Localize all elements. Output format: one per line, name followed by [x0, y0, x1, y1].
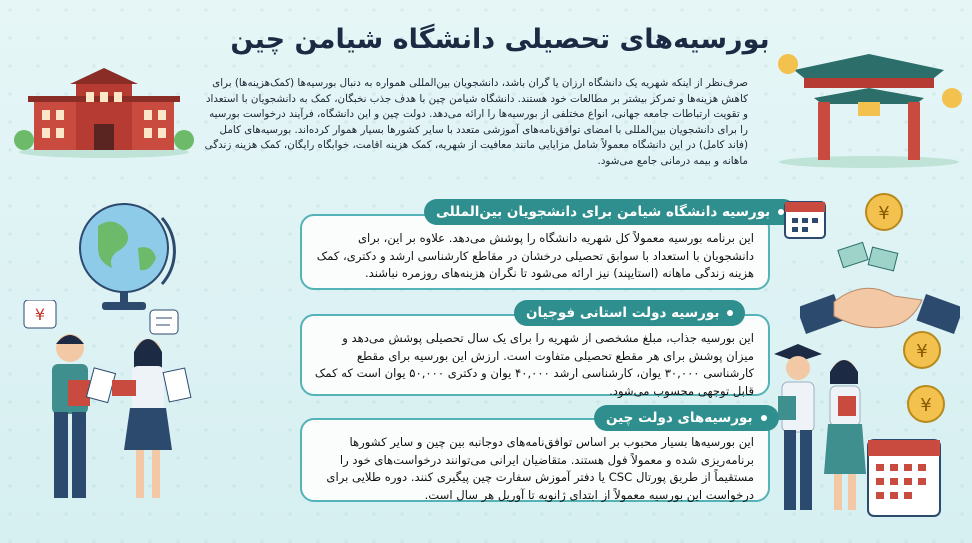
students-illustration-icon [20, 300, 200, 520]
svg-text:¥: ¥ [920, 395, 932, 416]
svg-text:¥: ¥ [916, 341, 928, 362]
section-body: این بورسیه جذاب، مبلغ مشخصی از شهریه را برای یک سال تحصیلی پوشش می‌دهد و میزان پوشش برای هر مقطع تحصیلی متفاوت است. ارزش این بورسیه برای مقطع کارشناسی ۳۰,۰۰۰ یوان، کارشناسی ارشد ۴۰,۰۰۰ یوان و دکتری ۵۰,۰۰۰ یوان است که کمک قابل توجهی محسوب می‌شود. [314, 331, 754, 398]
section-card-university [300, 214, 770, 290]
graduates-illustration-icon [764, 340, 874, 520]
svg-text:¥: ¥ [878, 203, 890, 224]
calendar-icon [784, 198, 826, 240]
section-card-fujian [300, 314, 770, 396]
page-title: بورسیه‌های تحصیلی دانشگاه شیامن چین [230, 24, 770, 55]
handshake-icon [800, 240, 960, 350]
section-heading-tab [424, 199, 796, 225]
bullet-dot [727, 310, 733, 316]
section-heading: بورسیه دانشگاه شیامن برای دانشجویان بین‌المللی [436, 204, 771, 220]
university-building-icon [14, 60, 194, 160]
section-heading-tab [594, 405, 779, 431]
intro-paragraph: صرف‌نظر از اینکه شهریه یک دانشگاه ارزان یا گران باشد، دانشجویان بین‌المللی همواره به دنبال بورسیه‌ها (کمک‌هزینه‌ها) برای کاهش هزینه‌ها و تمرکز بیشتر بر مطالعات خود هستند. دانشگاه شیامن چین با هدف جذب نخبگان، کمک به دانشجویان با استعداد و تقویت ارتباطات جامعه جهانی، انواع مختلفی از بورسیه‌ها را ارائه می‌دهد. دولت چین و این دانشگاه، فرآیند درخواست بورسیه را برای دانشجویان بین‌المللی با امضای توافق‌نامه‌های آموزشی متعدد با سایر کشورها بسیار هموار کرده‌اند. بورسیه‌های کامل (فاند کامل) در این دانشگاه معمولاً شامل مزایایی مانند معافیت از شهریه، کمک هزینه اقامت، خوابگاه رایگان، کمک هزینه زندگی ماهانه و بیمه درمانی جامع می‌شود. [204, 77, 748, 167]
calendar-icon [866, 432, 942, 520]
yen-coin-icon [864, 192, 904, 232]
section-heading: بورسیه دولت استانی فوجیان [526, 305, 720, 321]
section-heading-tab [514, 300, 745, 326]
section-heading: بورسیه‌های دولت چین [606, 410, 753, 426]
chinese-gate-icon [774, 40, 964, 170]
globe-icon [72, 196, 182, 316]
yen-coin-icon [906, 384, 946, 424]
svg-text:¥: ¥ [34, 305, 46, 324]
section-body: این بورسیه‌ها بسیار محبوب بر اساس توافق‌نامه‌های دوجانبه بین چین و سایر کشورها برنامه‌ریزی شده و معمولاً فول هستند. متقاضیان ایرانی می‌توانند درخواست‌های خود را مستقیماً از طریق پورتال CSC یا دفتر آموزش سفارت چین پیگیری کنند. دوره طلایی برای درخواست این بورسیه معمولاً از ابتدای ژانویه تا آوریل هر سال است. [326, 435, 754, 502]
section-body: این برنامه بورسیه معمولاً کل شهریه دانشگاه را پوشش می‌دهد. علاوه بر این، برای دانشجویان با استعداد با سوابق تحصیلی درخشان در مقاطع کارشناسی ارشد و دکتری، کمک هزینه زندگی ماهانه (استایپند) نیز ارائه می‌شود تا نگران هزینه‌های روزمره نباشند. [316, 231, 754, 280]
